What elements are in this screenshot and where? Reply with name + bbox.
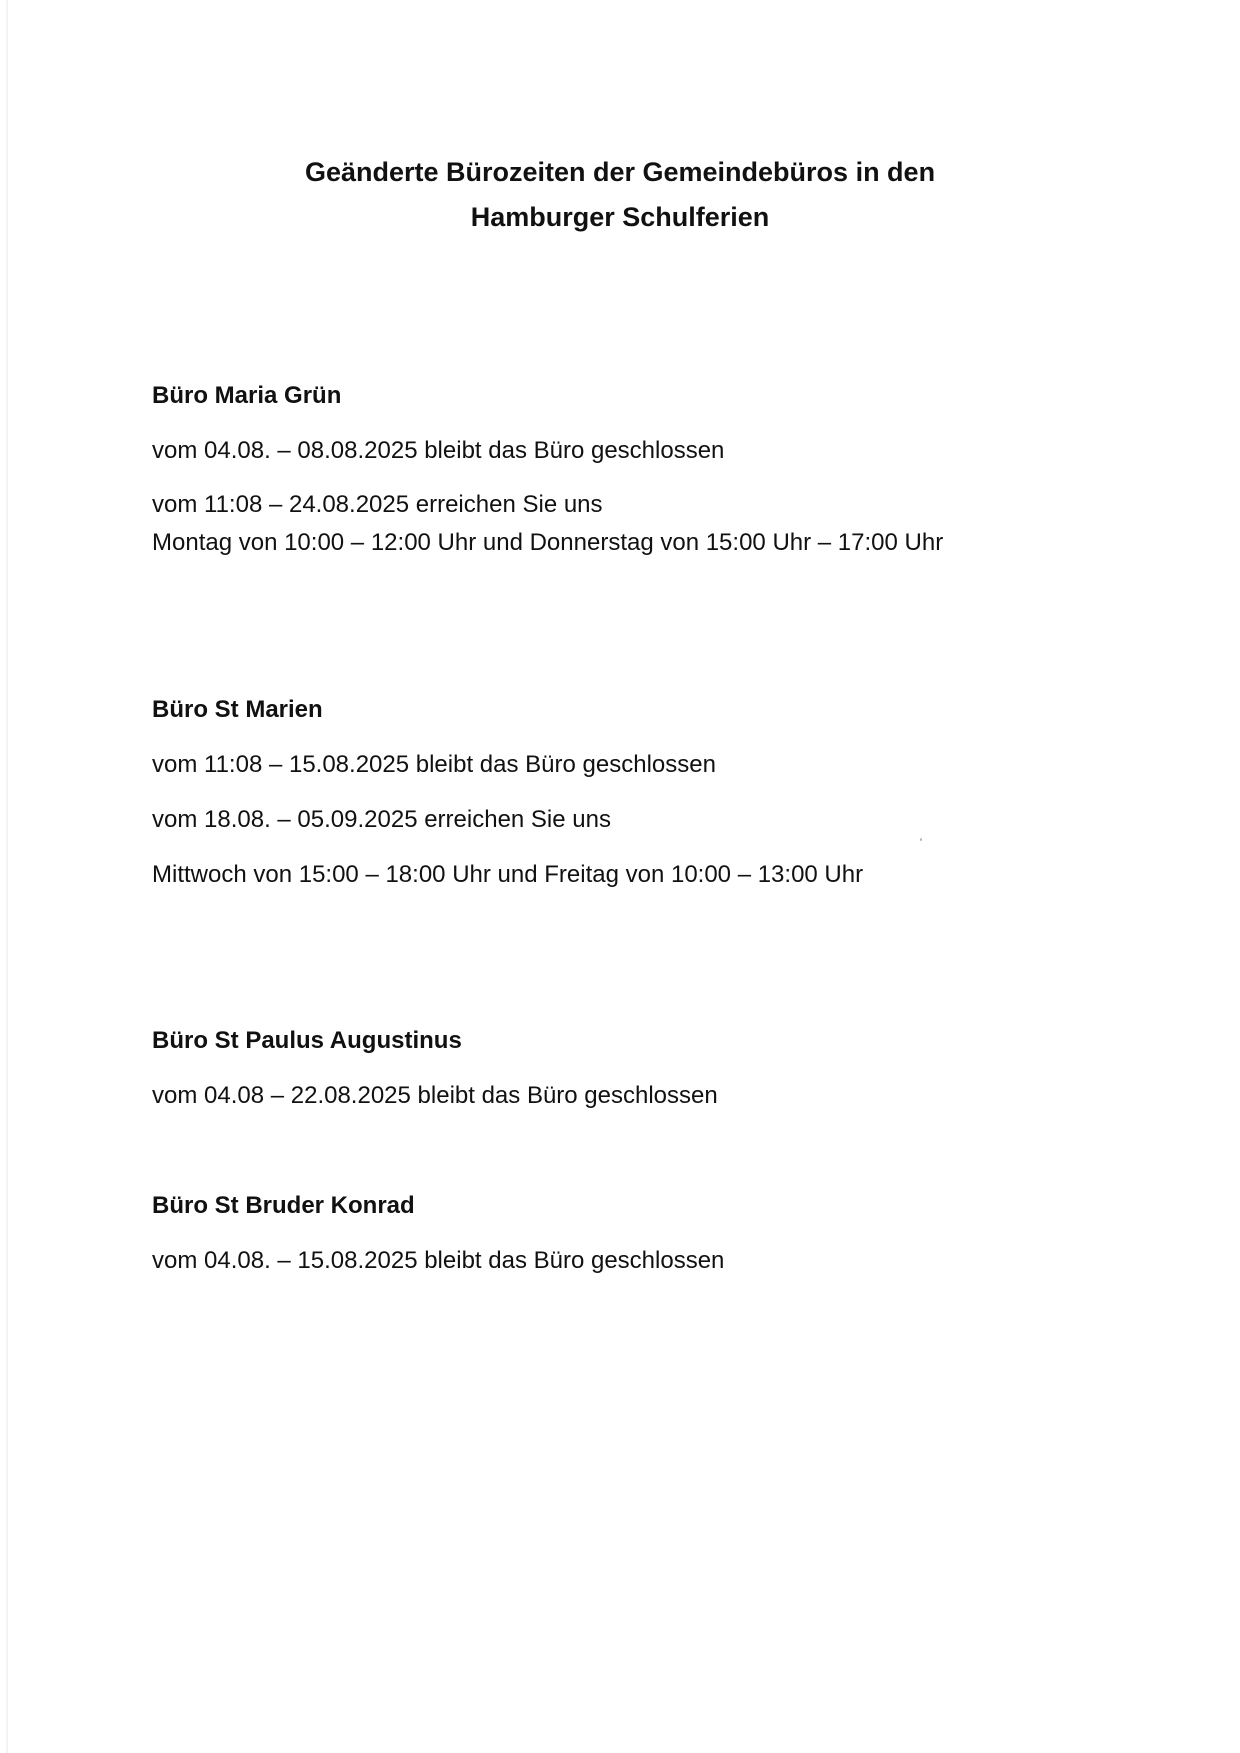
section-line: vom 18.08. – 05.09.2025 erreichen Sie uns	[152, 806, 611, 833]
section-heading-st-bruder-konrad: Büro St Bruder Konrad	[152, 1192, 415, 1219]
section-heading-st-paulus-augustinus: Büro St Paulus Augustinus	[152, 1027, 462, 1054]
section-line: Mittwoch von 15:00 – 18:00 Uhr und Freitag von 10:00 – 13:00 Uhr	[152, 861, 864, 888]
section-line: Montag von 10:00 – 12:00 Uhr und Donnerstag von 15:00 Uhr – 17:00 Uhr	[152, 529, 944, 556]
section-line: vom 04.08. – 15.08.2025 bleibt das Büro geschlossen	[152, 1247, 725, 1274]
section-line: vom 11:08 – 24.08.2025 erreichen Sie uns	[152, 491, 603, 518]
section-line: vom 04.08. – 08.08.2025 bleibt das Büro geschlossen	[152, 437, 725, 464]
section-line: vom 04.08 – 22.08.2025 bleibt das Büro geschlossen	[152, 1082, 718, 1109]
title-line-1: Geänderte Bürozeiten der Gemeindebüros in den	[304, 157, 936, 187]
section-heading-maria-gruen: Büro Maria Grün	[152, 382, 342, 409]
scan-edge-shadow	[6, 0, 8, 1753]
section-line: vom 11:08 – 15.08.2025 bleibt das Büro geschlossen	[152, 751, 716, 778]
title-line-2: Hamburger Schulferien	[470, 202, 770, 232]
scan-speck	[920, 838, 922, 841]
document-title	[0, 150, 1240, 240]
section-heading-st-marien: Büro St Marien	[152, 696, 323, 723]
